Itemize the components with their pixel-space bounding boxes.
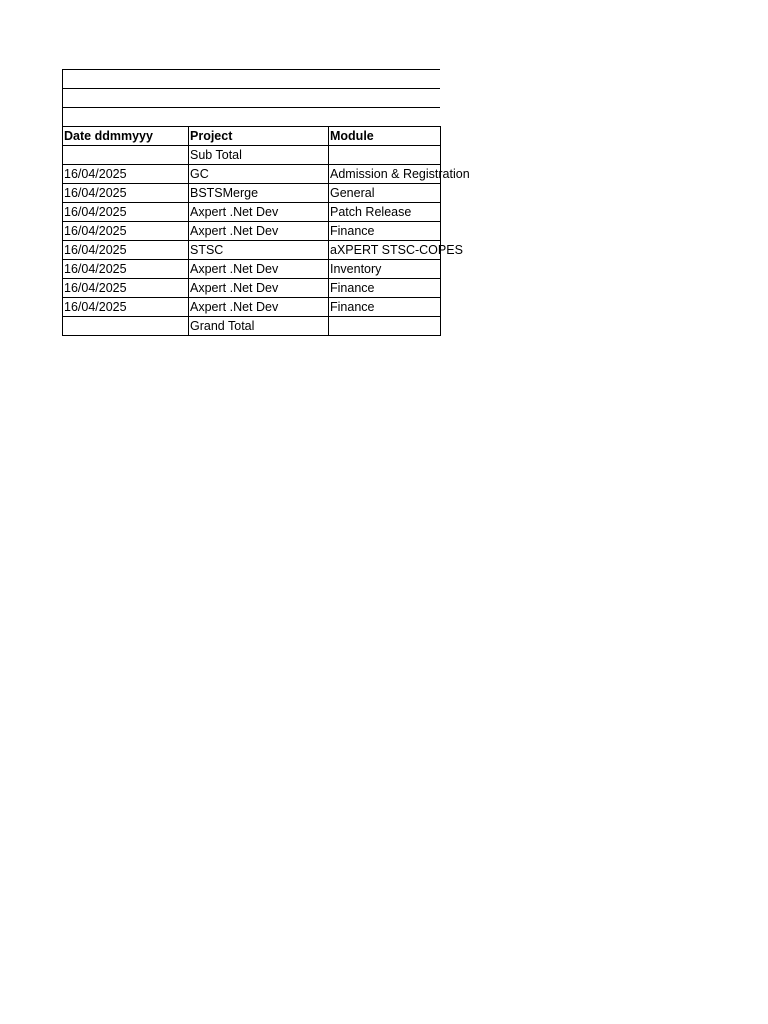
spreadsheet-region (62, 69, 470, 336)
column-header-module: Module (329, 127, 441, 146)
cell-module[interactable]: aXPERT STSC-COPES (329, 241, 441, 260)
table-row (63, 203, 441, 222)
cell-module[interactable]: Finance (329, 222, 441, 241)
cell-project[interactable]: STSC (189, 241, 329, 260)
table-body (63, 146, 470, 336)
cell-module[interactable]: General (329, 184, 441, 203)
table-row (63, 146, 441, 165)
table-row (63, 298, 441, 317)
cell-project[interactable]: Sub Total (189, 146, 329, 165)
cell-date[interactable] (63, 317, 189, 336)
cell-module[interactable]: Admission & Registration (329, 165, 441, 184)
table-row (63, 279, 441, 298)
column-header-project: Project (189, 127, 329, 146)
cell-date[interactable] (63, 146, 189, 165)
table-row (63, 260, 441, 279)
cell-project[interactable]: BSTSMerge (189, 184, 329, 203)
cell-date[interactable]: 16/04/2025 (63, 184, 189, 203)
table-row (63, 241, 441, 260)
cell-project[interactable]: Axpert .Net Dev (189, 279, 329, 298)
cell-date[interactable]: 16/04/2025 (63, 222, 189, 241)
cell-date[interactable]: 16/04/2025 (63, 298, 189, 317)
cell-project[interactable]: Axpert .Net Dev (189, 203, 329, 222)
table-row (63, 222, 441, 241)
cell-project[interactable]: Axpert .Net Dev (189, 260, 329, 279)
cell-date[interactable]: 16/04/2025 (63, 260, 189, 279)
blank-row (62, 69, 440, 88)
cell-module[interactable] (329, 146, 441, 165)
cell-date[interactable]: 16/04/2025 (63, 241, 189, 260)
blank-row (62, 107, 440, 126)
cell-date[interactable]: 16/04/2025 (63, 165, 189, 184)
table-row (63, 165, 441, 184)
cell-module[interactable]: Finance (329, 279, 441, 298)
header-row (63, 127, 441, 146)
cell-module[interactable]: Finance (329, 298, 441, 317)
cell-module[interactable]: Inventory (329, 260, 441, 279)
table-row (63, 184, 441, 203)
cell-project[interactable]: Axpert .Net Dev (189, 222, 329, 241)
cell-date[interactable]: 16/04/2025 (63, 203, 189, 222)
cell-date[interactable]: 16/04/2025 (63, 279, 189, 298)
cell-project[interactable]: GC (189, 165, 329, 184)
timesheet-table (62, 126, 470, 336)
cell-project[interactable]: Grand Total (189, 317, 329, 336)
cell-module[interactable]: Patch Release (329, 203, 441, 222)
cell-project[interactable]: Axpert .Net Dev (189, 298, 329, 317)
blank-row (62, 88, 440, 107)
column-header-date: Date ddmmyyy (63, 127, 189, 146)
cell-module[interactable] (329, 317, 441, 336)
table-row (63, 317, 441, 336)
